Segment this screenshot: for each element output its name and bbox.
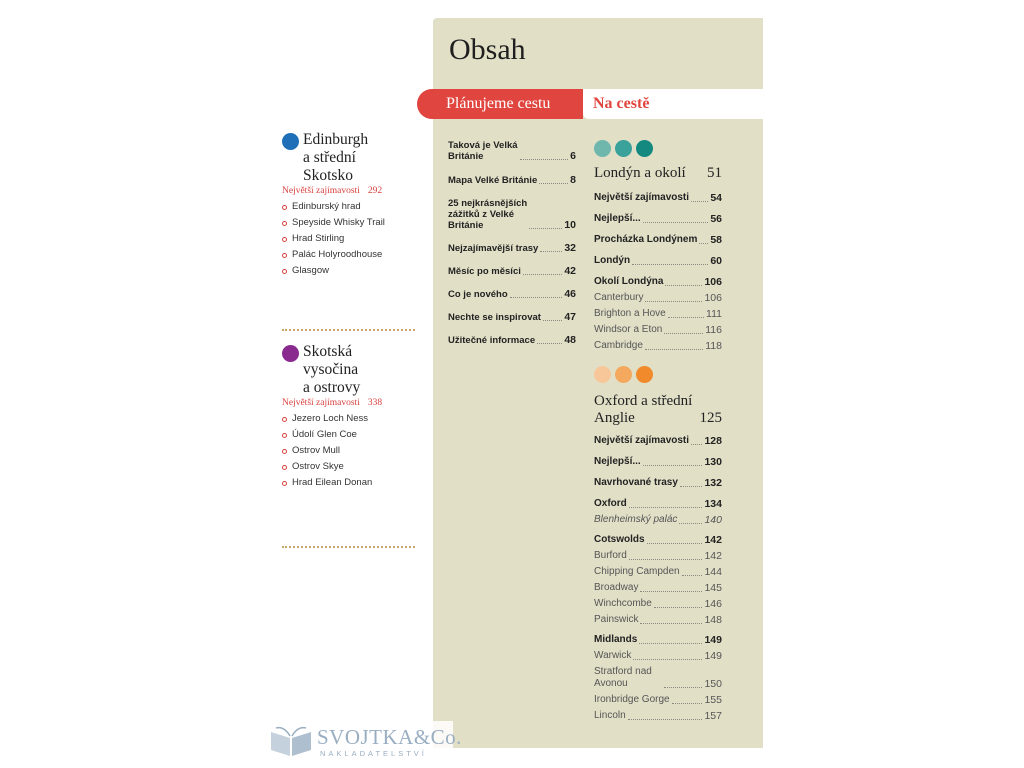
- toc-entry-page: 60: [710, 255, 722, 267]
- toc-entry[interactable]: [448, 312, 576, 323]
- dot-leader: [639, 643, 702, 644]
- highlights-label: Největší zajímavosti: [282, 398, 360, 408]
- toc-entry-page: 56: [710, 213, 722, 225]
- circle-bullet-icon: [282, 269, 287, 274]
- toc-entry-label: Navrhované trasy: [594, 477, 678, 488]
- toc-entry-page: 6: [570, 150, 576, 162]
- list-item-label: Edinburský hrad: [292, 201, 361, 212]
- open-book-icon: [268, 724, 314, 758]
- list-item-label: Hrad Eilean Donan: [292, 477, 373, 488]
- chapter-color-circles: [594, 366, 722, 383]
- highlights-page: 292: [367, 186, 383, 196]
- toc-entry-label: Ironbridge Gorge: [594, 694, 670, 705]
- toc-entry-label: Británie: [448, 151, 484, 162]
- list-item-label: Palác Holyroodhouse: [292, 249, 383, 260]
- region-title-line: a střední: [303, 149, 356, 166]
- toc-entry-label: Největší zajímavosti: [594, 435, 690, 446]
- list-item-label: Glasgow: [292, 265, 329, 276]
- toc-entry[interactable]: [594, 308, 722, 320]
- toc-entry-page: 46: [564, 288, 576, 300]
- chapter-title[interactable]: [594, 393, 722, 427]
- toc-entry-page: 149: [704, 650, 722, 662]
- dot-leader: [647, 543, 703, 544]
- dot-leader: [680, 486, 703, 487]
- toc-entry-label: Brighton a Hove: [594, 308, 666, 319]
- highlights-label: Největší zajímavosti: [282, 186, 360, 196]
- dot-leader: [682, 575, 703, 576]
- toc-entry-page: 42: [564, 265, 576, 277]
- dot-leader: [668, 317, 704, 318]
- toc-entry-page: 106: [704, 292, 722, 304]
- dot-leader: [665, 285, 702, 286]
- circle-bullet-icon: [282, 205, 287, 210]
- toc-entry-label: Painswick: [594, 614, 639, 625]
- toc-entry[interactable]: [594, 582, 722, 594]
- toc-entry[interactable]: [448, 243, 576, 254]
- toc-entry-label: Warwick: [594, 650, 632, 661]
- toc-entry[interactable]: [594, 614, 722, 626]
- list-item[interactable]: [282, 263, 422, 279]
- toc-entry-page: 142: [704, 550, 722, 562]
- toc-entry[interactable]: [594, 340, 722, 352]
- toc-entry[interactable]: [594, 213, 722, 225]
- toc-entry-page: 140: [704, 514, 722, 526]
- toc-entry-page: 149: [704, 634, 722, 646]
- chapter-title-text: Londýn a okolí: [594, 165, 686, 181]
- toc-entry[interactable]: [594, 498, 722, 510]
- toc-entry-label: Stratford nad Avonou: [594, 666, 652, 689]
- toc-entry-page: 157: [704, 710, 722, 722]
- region-title-line: Skotská: [303, 343, 353, 360]
- toc-entry-label: zážitků z Velké: [448, 209, 515, 220]
- toc-entry-label: Nejlepší...: [594, 213, 641, 224]
- chapter-color-circles: [594, 140, 722, 157]
- toc-entry-page: 128: [704, 435, 722, 447]
- page-title: Obsah: [449, 33, 526, 66]
- region-color-dot-icon: [282, 133, 299, 150]
- toc-entry-page: 118: [705, 340, 722, 352]
- toc-entry-label: Cambridge: [594, 340, 643, 351]
- dot-leader: [643, 465, 703, 466]
- logo-wordmark: SVOJTKA&Co.: [317, 725, 462, 749]
- dot-leader: [629, 507, 703, 508]
- toc-entry[interactable]: [594, 435, 722, 447]
- toc-entry-page: 48: [564, 334, 576, 346]
- toc-entry-page: 47: [564, 311, 576, 323]
- tab-planning[interactable]: Plánujeme cestu: [417, 89, 583, 119]
- toc-entry[interactable]: [448, 175, 576, 186]
- toc-entry-label: Chipping Campden: [594, 566, 680, 577]
- dot-leader: [510, 297, 563, 298]
- dot-leader: [523, 274, 562, 275]
- dot-leader: [672, 703, 703, 704]
- region-header: [282, 131, 422, 185]
- list-item[interactable]: [282, 427, 422, 443]
- toc-entry[interactable]: [594, 694, 722, 706]
- dot-leader: [664, 687, 702, 688]
- dot-leader: [654, 607, 703, 608]
- dot-leader: [643, 222, 709, 223]
- toc-entry[interactable]: [594, 710, 722, 722]
- list-item[interactable]: [282, 411, 422, 427]
- toc-entry-label: Midlands: [594, 634, 638, 645]
- toc-entry-label: Co je nového: [448, 289, 508, 300]
- list-item[interactable]: [282, 231, 422, 247]
- chapter-title-text: Oxford a střední: [594, 393, 693, 409]
- toc-entry[interactable]: [594, 456, 722, 468]
- toc-entry-label: Canterbury: [594, 292, 644, 303]
- highlights-page: 338: [367, 398, 383, 408]
- toc-entry-page: 8: [570, 174, 576, 186]
- dot-leader: [640, 623, 702, 624]
- toc-entry-label: Burford: [594, 550, 627, 561]
- list-item[interactable]: [282, 443, 422, 459]
- region-title: [303, 343, 360, 397]
- region-title-line: Skotsko: [303, 167, 353, 184]
- toc-entry-page: 146: [704, 598, 722, 610]
- toc-entry-label: Největší zajímavosti: [594, 192, 690, 203]
- publisher-logo: [268, 721, 462, 761]
- dot-leader: [543, 320, 562, 321]
- toc-entry-label: Blenheimský palác: [594, 514, 678, 525]
- dot-leader: [520, 159, 569, 160]
- toc-entry[interactable]: [594, 550, 722, 562]
- region-sublist: [282, 411, 422, 491]
- toc-entry[interactable]: [448, 335, 576, 346]
- chapter-page: 51: [707, 165, 722, 181]
- dot-leader: [540, 251, 562, 252]
- circle-bullet-icon: [282, 253, 287, 258]
- planning-list: [448, 140, 576, 346]
- region-sublist: [282, 199, 422, 279]
- toc-entry[interactable]: [594, 276, 722, 288]
- toc-entry[interactable]: [594, 514, 722, 526]
- circle-bullet-icon: [282, 237, 287, 242]
- toc-entry-label: Londýn: [594, 255, 631, 266]
- toc-entry[interactable]: [448, 140, 576, 162]
- toc-entry-label: Cotswolds: [594, 534, 645, 545]
- toc-entry-page: 54: [710, 192, 722, 204]
- circle-icon: [636, 140, 653, 157]
- toc-entry-page: 148: [704, 614, 722, 626]
- circle-icon: [594, 366, 611, 383]
- region-title: [303, 131, 368, 185]
- region-highlands: [282, 343, 422, 491]
- toc-entry[interactable]: [448, 289, 576, 300]
- circle-icon: [615, 366, 632, 383]
- region-highlights[interactable]: [282, 186, 422, 196]
- toc-entry-label: Měsíc po měsíci: [448, 266, 521, 277]
- list-item-label: Údolí Glen Coe: [292, 429, 357, 440]
- toc-entry-page: 134: [704, 498, 722, 510]
- toc-entry-page: 130: [704, 456, 722, 468]
- circle-bullet-icon: [282, 481, 287, 486]
- list-item[interactable]: [282, 459, 422, 475]
- region-color-dot-icon: [282, 345, 299, 362]
- toc-entry-page: 145: [704, 582, 722, 594]
- region-title-line: a ostrovy: [303, 379, 361, 396]
- region-edinburgh: [282, 131, 422, 279]
- dot-leader: [679, 523, 702, 524]
- toc-entry-label: Nejlepší...: [594, 456, 641, 467]
- dot-leader: [632, 264, 708, 265]
- circle-bullet-icon: [282, 417, 287, 422]
- toc-entry[interactable]: [594, 598, 722, 610]
- chapter-london: [594, 140, 722, 352]
- list-item[interactable]: [282, 247, 422, 263]
- toc-entry-label: Broadway: [594, 582, 639, 593]
- dot-leader: [699, 243, 708, 244]
- circle-bullet-icon: [282, 449, 287, 454]
- dot-leader: [628, 719, 703, 720]
- toc-entry-page: 106: [704, 276, 722, 288]
- circle-icon: [636, 366, 653, 383]
- list-item[interactable]: [282, 199, 422, 215]
- toc-entry[interactable]: [594, 255, 722, 267]
- circle-icon: [594, 140, 611, 157]
- dot-leader: [539, 183, 568, 184]
- circle-bullet-icon: [282, 465, 287, 470]
- toc-entry-label: Procházka Londýnem: [594, 234, 698, 245]
- dot-leader: [640, 591, 702, 592]
- toc-entry-label: 25 nejkrásnějších: [448, 198, 528, 209]
- dot-leader: [633, 659, 702, 660]
- chapter-title-text: Anglie: [594, 410, 635, 426]
- circle-icon: [615, 140, 632, 157]
- toc-entry-page: 132: [704, 477, 722, 489]
- toc-entry[interactable]: [448, 198, 576, 231]
- list-item[interactable]: [282, 215, 422, 231]
- toc-entry-label: Lincoln: [594, 710, 626, 721]
- region-title-line: vysočina: [303, 361, 359, 378]
- dot-leader: [645, 349, 703, 350]
- region-title-line: Edinburgh: [303, 131, 369, 148]
- toc-entry-label: Nejzajímavější trasy: [448, 243, 539, 254]
- toc-entry-page: 111: [706, 308, 722, 320]
- dot-leader: [629, 559, 703, 560]
- toc-entry-page: 150: [704, 678, 722, 690]
- list-item-label: Speyside Whisky Trail: [292, 217, 385, 228]
- circle-bullet-icon: [282, 221, 287, 226]
- toc-entry-label: Nechte se inspirovat: [448, 312, 541, 323]
- chapter-page: 125: [699, 410, 722, 426]
- toc-entry-label: Británie: [448, 220, 484, 231]
- dot-leader: [645, 301, 702, 302]
- dot-leader: [664, 333, 703, 334]
- dot-leader: [691, 201, 708, 202]
- toc-entry-label: Taková je Velká: [448, 140, 518, 151]
- toc-entry-page: 116: [705, 324, 722, 336]
- list-item-label: Hrad Stirling: [292, 233, 345, 244]
- toc-entry-label: Okolí Londýna: [594, 276, 664, 287]
- toc-entry-page: 142: [704, 534, 722, 546]
- toc-entry[interactable]: [594, 234, 722, 246]
- toc-entry[interactable]: [594, 666, 722, 690]
- dot-leader: [529, 228, 562, 229]
- toc-entry[interactable]: [594, 534, 722, 546]
- toc-entry-label: Oxford: [594, 498, 627, 509]
- toc-entry-page: 144: [704, 566, 722, 578]
- toc-entry-page: 155: [704, 694, 722, 706]
- chapter-oxford: [594, 366, 722, 722]
- circle-bullet-icon: [282, 433, 287, 438]
- region-highlights[interactable]: [282, 398, 422, 408]
- tab-on-the-road[interactable]: Na cestě: [583, 89, 763, 119]
- toc-entry[interactable]: [594, 477, 722, 489]
- dot-leader: [691, 444, 702, 445]
- toc-entry-page: 10: [564, 219, 576, 231]
- toc-entry-label: Užitečné informace: [448, 335, 536, 346]
- toc-entry[interactable]: [594, 566, 722, 578]
- toc-entry-label: Winchcombe: [594, 598, 652, 609]
- region-header: [282, 343, 422, 397]
- list-item-label: Ostrov Skye: [292, 461, 344, 472]
- toc-entry-label: Mapa Velké Británie: [448, 175, 538, 186]
- logo-subtitle: NAKLADATELSTVÍ: [320, 749, 427, 758]
- divider: [282, 546, 415, 548]
- toc-entry[interactable]: [594, 634, 722, 646]
- toc-entry[interactable]: [594, 650, 722, 662]
- list-item-label: Ostrov Mull: [292, 445, 341, 456]
- toc-entry[interactable]: [448, 266, 576, 277]
- chapter-title[interactable]: [594, 165, 722, 182]
- divider: [282, 329, 415, 331]
- list-item[interactable]: [282, 475, 422, 491]
- toc-entry[interactable]: [594, 292, 722, 304]
- toc-entry[interactable]: [594, 192, 722, 204]
- toc-entry-page: 32: [564, 242, 576, 254]
- toc-entry-label: Windsor a Eton: [594, 324, 663, 335]
- dot-leader: [537, 343, 562, 344]
- toc-entry-page: 58: [710, 234, 722, 246]
- list-item-label: Jezero Loch Ness: [292, 413, 369, 424]
- toc-entry[interactable]: [594, 324, 722, 336]
